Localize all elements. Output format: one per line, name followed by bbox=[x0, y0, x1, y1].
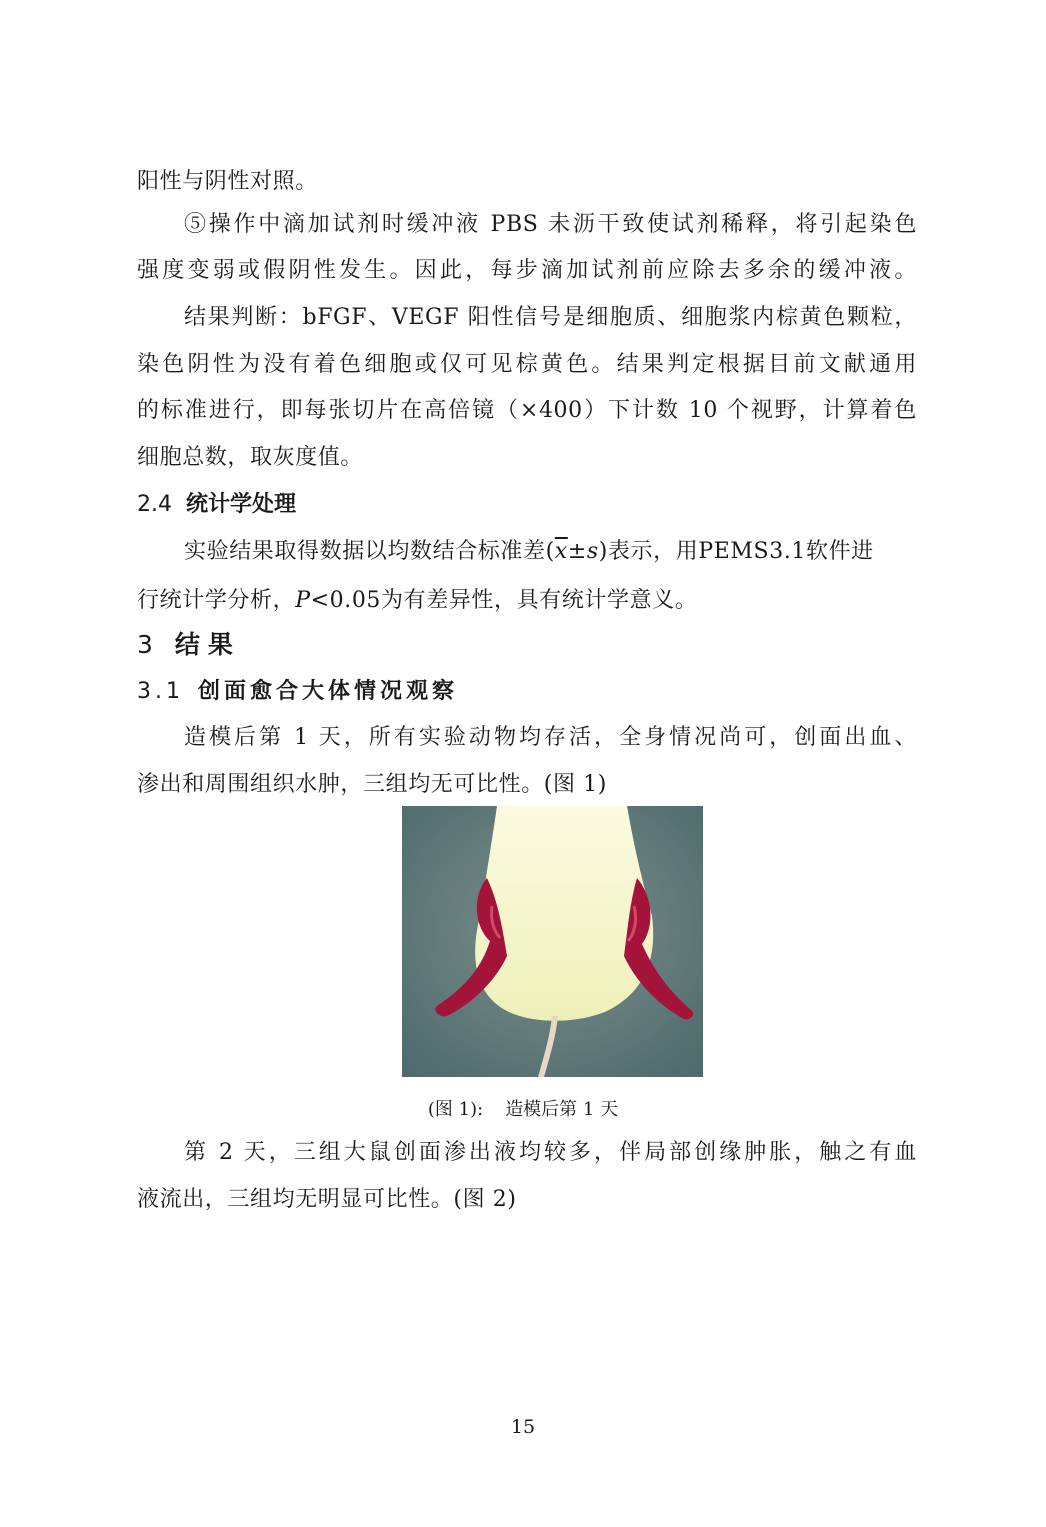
figure-label: (图 1): bbox=[427, 1099, 484, 1120]
paragraph-line: ⑤操作中滴加试剂时缓冲液 PBS 未沥干致使试剂稀释，将引起染色 bbox=[184, 212, 917, 237]
stats-line-1 bbox=[184, 537, 917, 567]
paragraph-line: 结果判断：bFGF、VEGF 阳性信号是细胞质、细胞浆内棕黄色颗粒， bbox=[184, 305, 917, 330]
paragraph-line: 第 2 天，三组大鼠创面渗出液均较多，伴局部创缘肿胀，触之有血 bbox=[184, 1140, 917, 1165]
paragraph-line: 渗出和周围组织水肿，三组均无可比性。(图 1) bbox=[137, 772, 607, 797]
p-symbol: P bbox=[295, 588, 311, 613]
paragraph-line: 强度变弱或假阴性发生。因此，每步滴加试剂前应除去多余的缓冲液。 bbox=[137, 258, 917, 283]
section-number: 3 bbox=[137, 630, 161, 659]
figure-caption-text: 造模后第 1 天 bbox=[505, 1099, 619, 1120]
section-title: 创面愈合大体情况观察 bbox=[198, 679, 459, 704]
page-number: 15 bbox=[510, 1416, 536, 1438]
rat-wound-photo bbox=[402, 806, 703, 1077]
paragraph-line: 的标准进行，即每张切片在高倍镜（×400）下计数 10 个视野，计算着色 bbox=[137, 398, 917, 423]
section-number: 3.1 bbox=[137, 679, 184, 704]
section-heading-3 bbox=[137, 630, 241, 660]
mean-symbol: $\overline{x}$ bbox=[554, 539, 568, 564]
paragraph-line: 阳性与阴性对照。 bbox=[137, 169, 318, 194]
paragraph-line: 染色阴性为没有着色细胞或仅可见棕黄色。结果判定根据目前文献通用 bbox=[137, 352, 917, 377]
paragraph-line: 细胞总数，取灰度值。 bbox=[137, 445, 364, 470]
section-title: 结果 bbox=[174, 630, 241, 659]
paragraph-line: 液流出，三组均无明显可比性。(图 2) bbox=[137, 1187, 517, 1212]
text-run: )表示，用PEMS3.1软件进 bbox=[598, 539, 874, 564]
section-title: 统计学处理 bbox=[186, 492, 297, 517]
section-heading-3-1 bbox=[137, 677, 458, 707]
sd-symbol: s bbox=[586, 539, 599, 564]
paragraph-line: 造模后第 1 天，所有实验动物均存活，全身情况尚可，创面出血、 bbox=[184, 725, 917, 750]
stats-line-2 bbox=[137, 586, 917, 616]
text-run: <0.05为有差异性，具有统计学意义。 bbox=[310, 588, 698, 613]
section-number: 2.4 bbox=[137, 492, 172, 517]
plus-minus-symbol: ± bbox=[567, 539, 587, 564]
text-run: 行统计学分析， bbox=[137, 588, 296, 613]
figure-caption bbox=[0, 1098, 1046, 1122]
section-heading-2-4 bbox=[137, 490, 296, 520]
text-run: 实验结果取得数据以均数结合标准差( bbox=[184, 539, 555, 564]
